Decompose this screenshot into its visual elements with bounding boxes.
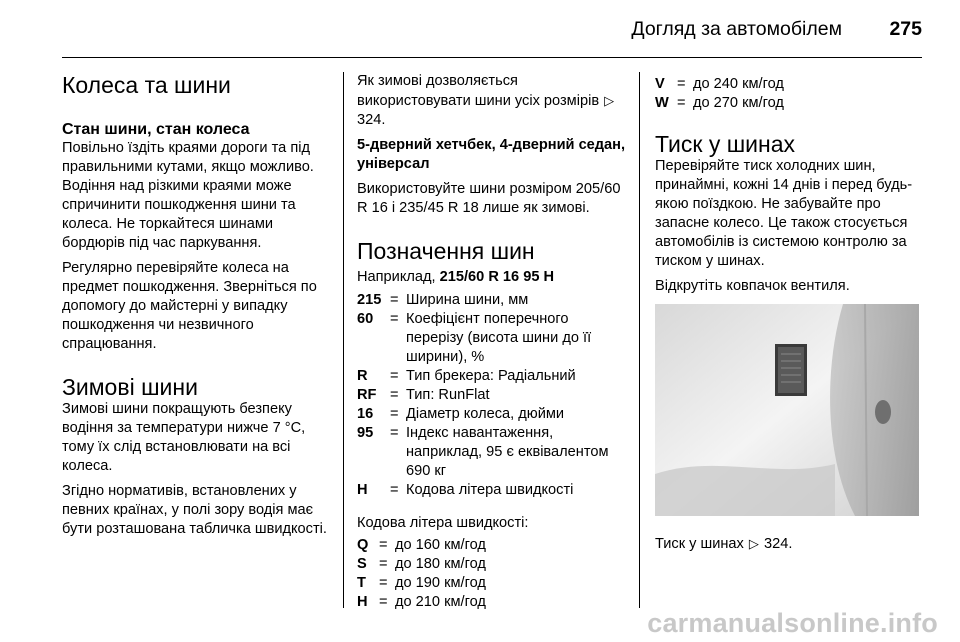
tire-code-equals: = [390, 292, 399, 308]
speed-code-code: H [357, 594, 368, 610]
subheading-condition: Стан шини, стан колеса [62, 121, 250, 138]
tire-pressure-label-photo [655, 304, 919, 516]
section-heading-pressure: Тиск у шинах [655, 131, 796, 157]
tire-code-code: H [357, 482, 368, 498]
speed-code-meaning: до 180 км/год [395, 556, 486, 572]
header-rule [62, 57, 922, 58]
page-number: 275 [889, 18, 922, 40]
column-divider [343, 72, 344, 608]
paragraph: Відкрутіть ковпачок вентиля. [655, 278, 850, 294]
speed-code-equals: = [379, 537, 388, 553]
speed-intro: Кодова літера швидкості: [357, 515, 529, 531]
paragraph: Повільно їздіть краями дороги та під правильними кутами, якщо можливо. Водіння над різкими краями може спричинити пошкодження шини та колеса. Не торкайтеся шинами бордюрів під час паркування. [62, 140, 314, 251]
tire-code-row [357, 291, 627, 310]
speed-code-equals: = [379, 594, 388, 610]
paragraph: Згідно нормативів, встановлених у певних країнах, у полі зору водія має бути розташована табличка швидкості. [62, 483, 327, 537]
page-reference-icon: ▷ [748, 536, 759, 551]
section-heading-wheels: Колеса та шини [62, 72, 231, 98]
example-line [357, 268, 627, 287]
tire-code-equals: = [390, 482, 399, 498]
speed-code-code: V [655, 76, 665, 92]
header-title: Догляд за автомобілем [631, 18, 842, 40]
section-heading-winter: Зимові шини [62, 374, 198, 400]
example-label: Наприклад, [357, 269, 436, 285]
tire-code-meaning: Ширина шини, мм [406, 292, 529, 308]
tire-code-meaning: Коефіцієнт поперечного перерізу (висота шини до її ширини), % [406, 311, 592, 365]
speed-code-row [655, 75, 784, 94]
column-divider [639, 72, 640, 608]
speed-code-meaning: до 270 км/год [693, 95, 784, 111]
speed-code-code: W [655, 95, 669, 111]
page-reference[interactable]: 324. [357, 112, 386, 128]
tire-code-list [357, 291, 627, 500]
page-header [0, 0, 960, 60]
speed-code-equals: = [677, 95, 686, 111]
speed-code-equals: = [379, 556, 388, 572]
paragraph: Перевіряйте тиск холодних шин, принаймні, кожні 14 днів і перед будь-якою поїздкою. Не забувайте про запасне колесо. Це також стосується автомобілів із системою контролю за тиском у шинах. [655, 158, 913, 269]
tire-code-equals: = [390, 387, 399, 403]
section-heading-marking: Позначення шин [357, 238, 535, 264]
speed-code-list [357, 536, 486, 612]
column-2 [357, 72, 627, 612]
watermark: carmanualsonline.info [647, 608, 938, 638]
subheading-models: 5-дверний хетчбек, 4-дверний седан, універсал [357, 137, 626, 172]
tire-code-meaning: Тип брекера: Радіальний [406, 368, 576, 384]
speed-code-meaning: до 160 км/год [395, 537, 486, 553]
speed-code-row [357, 574, 486, 593]
speed-code-code: S [357, 556, 367, 572]
tire-code-row [357, 481, 627, 500]
photo-illustration [655, 304, 919, 516]
tire-code-code: 60 [357, 311, 374, 327]
speed-code-code: T [357, 575, 366, 591]
page-reference[interactable]: 324. [763, 536, 793, 552]
tire-code-row [357, 310, 627, 367]
tire-code-row [357, 405, 627, 424]
tire-code-code: R [357, 368, 368, 384]
paragraph-text: Як зимові дозволяється використовувати шини усіх розмірів [357, 73, 600, 109]
speed-code-meaning: до 210 км/год [395, 594, 486, 610]
paragraph: Регулярно перевіряйте колеса на предмет пошкодження. Зверніться по допомогу до майстерні у випадку пошкодження чи незвичного спрацювання. [62, 260, 317, 352]
paragraph [357, 72, 627, 130]
tire-code-code: 215 [357, 292, 382, 308]
speed-code-meaning: до 240 км/год [693, 76, 784, 92]
paragraph: Зимові шини покращують безпеку водіння за температури нижче 7 °C, тому їх слід встановлювати на всі колеса. [62, 401, 306, 474]
speed-code-list-continued [655, 75, 784, 113]
speed-code-row [357, 536, 486, 555]
tire-code-row [357, 386, 627, 405]
tire-code-equals: = [390, 406, 399, 422]
tire-code-row [357, 424, 627, 481]
speed-code-equals: = [677, 76, 686, 92]
speed-code-row [357, 555, 486, 574]
tire-code-meaning: Кодова літера швидкості [406, 482, 574, 498]
speed-code-row [655, 94, 784, 113]
column-3 [655, 72, 925, 554]
tire-code-equals: = [390, 311, 399, 327]
photo-caption [655, 534, 925, 554]
tire-code-meaning: Тип: RunFlat [406, 387, 490, 403]
page-reference-icon: ▷ [604, 93, 615, 108]
tire-code-equals: = [390, 425, 399, 441]
speed-code-meaning: до 190 км/год [395, 575, 486, 591]
tire-code-code: 16 [357, 406, 374, 422]
speed-code-row [357, 593, 486, 612]
tire-code-meaning: Діаметр колеса, дюйми [406, 406, 565, 422]
tire-code-code: 95 [357, 425, 374, 441]
tire-code-meaning: Індекс навантаження, наприклад, 95 є еквівалентом 690 кг [406, 425, 609, 479]
caption-text: Тиск у шинах [655, 536, 744, 552]
column-1 [62, 72, 330, 539]
speed-code-equals: = [379, 575, 388, 591]
example-value: 215/60 R 16 95 H [439, 269, 555, 285]
speed-code-code: Q [357, 537, 369, 553]
paragraph: Використовуйте шини розміром 205/60 R 16 і 235/45 R 18 лише як зимові. [357, 181, 621, 216]
tire-code-row [357, 367, 627, 386]
tire-code-equals: = [390, 368, 399, 384]
tire-code-code: RF [357, 387, 377, 403]
